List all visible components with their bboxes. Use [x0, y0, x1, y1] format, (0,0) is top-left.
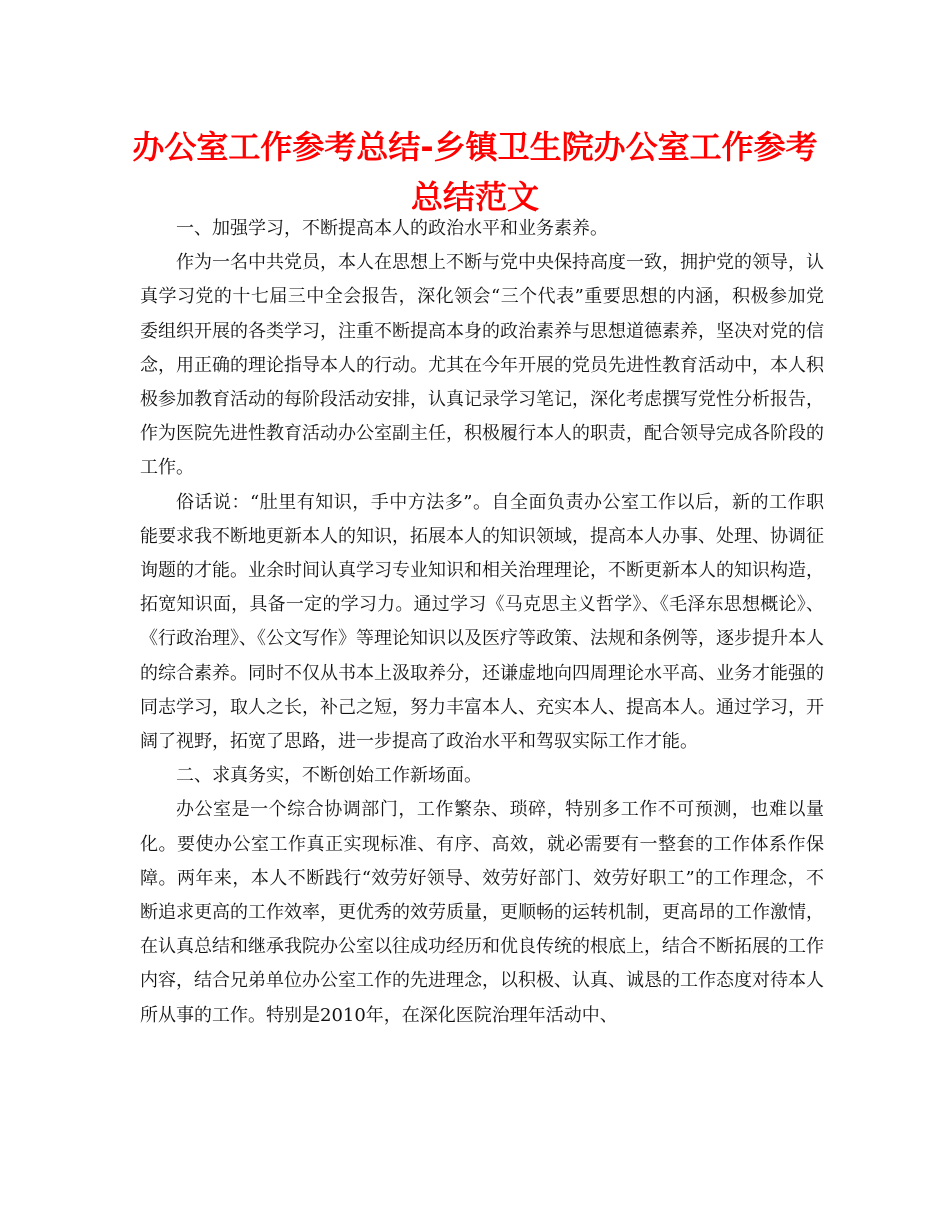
section-heading-1: 一、加强学习，不断提高本人的政治水平和业务素养。 [176, 218, 608, 239]
body-paragraph: 作为一名中共党员，本人在思想上不断与党中央保持高度一致，拥护党的领导，认真学习党的十七届三中全会报告，深化领会“三个代表”重要思想的内涵，积极参加党委组织开展的各类学习，注重不断提高本身的政治素养与思想道德素养，坚决对党的信念，用正确的理论指导本人的行动。尤其在今年开展的党员先进性教育活动中，本人积极参加教育活动的每阶段活动安排，认真记录学习笔记，深化考虑撰写党性分析报告，作为医院先进性教育活动办公室副主任，积极履行本人的职责，配合领导完成各阶段的工作。 [140, 252, 824, 479]
body-paragraph: 办公室是一个综合协调部门，工作繁杂、琐碎，特别多工作不可预测，也难以量化。要使办公室工作真正实现标准、有序、高效，就必需要有一整套的工作体系作保障。两年来，本人不断践行“效劳好领导、效劳好部门、效劳好职工”的工作理念，不断追求更高的工作效率，更优秀的效劳质量，更顺畅的运转机制，更高昂的工作激情，在认真总结和继承我院办公室以往成功经历和优良传统的根底上，结合不断拓展的工作内容，结合兄弟单位办公室工作的先进理念，以积极、认真、诚恳的工作态度对待本人所从事的工作。特别是2010年，在深化医院治理年活动中、 [140, 799, 824, 1026]
body-paragraph: 俗话说：“肚里有知识，手中方法多”。自全面负责办公室工作以后，新的工作职能要求我不断地更新本人的知识，拓展本人的知识领域，提高本人办事、处理、协调征询题的才能。业余时间认真学习专业知识和相关治理理论，不断更新本人的知识构造，拓宽知识面，具备一定的学习力。通过学习《马克思主义哲学》、《毛泽东思想概论》、《行政治理》、《公文写作》等理论知识以及医疗等政策、法规和条例等，逐步提升本人的综合素养。同时不仅从书本上汲取养分，还谦虚地向四周理论水平高、业务才能强的同志学习，取人之长，补己之短，努力丰富本人、充实本人、提高本人。通过学习，开阔了视野，拓宽了思路，进一步提高了政治水平和驾驭实际工作才能。 [140, 491, 824, 753]
section-heading-2: 二、求真务实，不断创始工作新场面。 [176, 765, 482, 787]
document-body [140, 212, 824, 1033]
document-title: 办公室工作参考总结-乡镇卫生院办公室工作参考总结范文 [132, 128, 818, 216]
